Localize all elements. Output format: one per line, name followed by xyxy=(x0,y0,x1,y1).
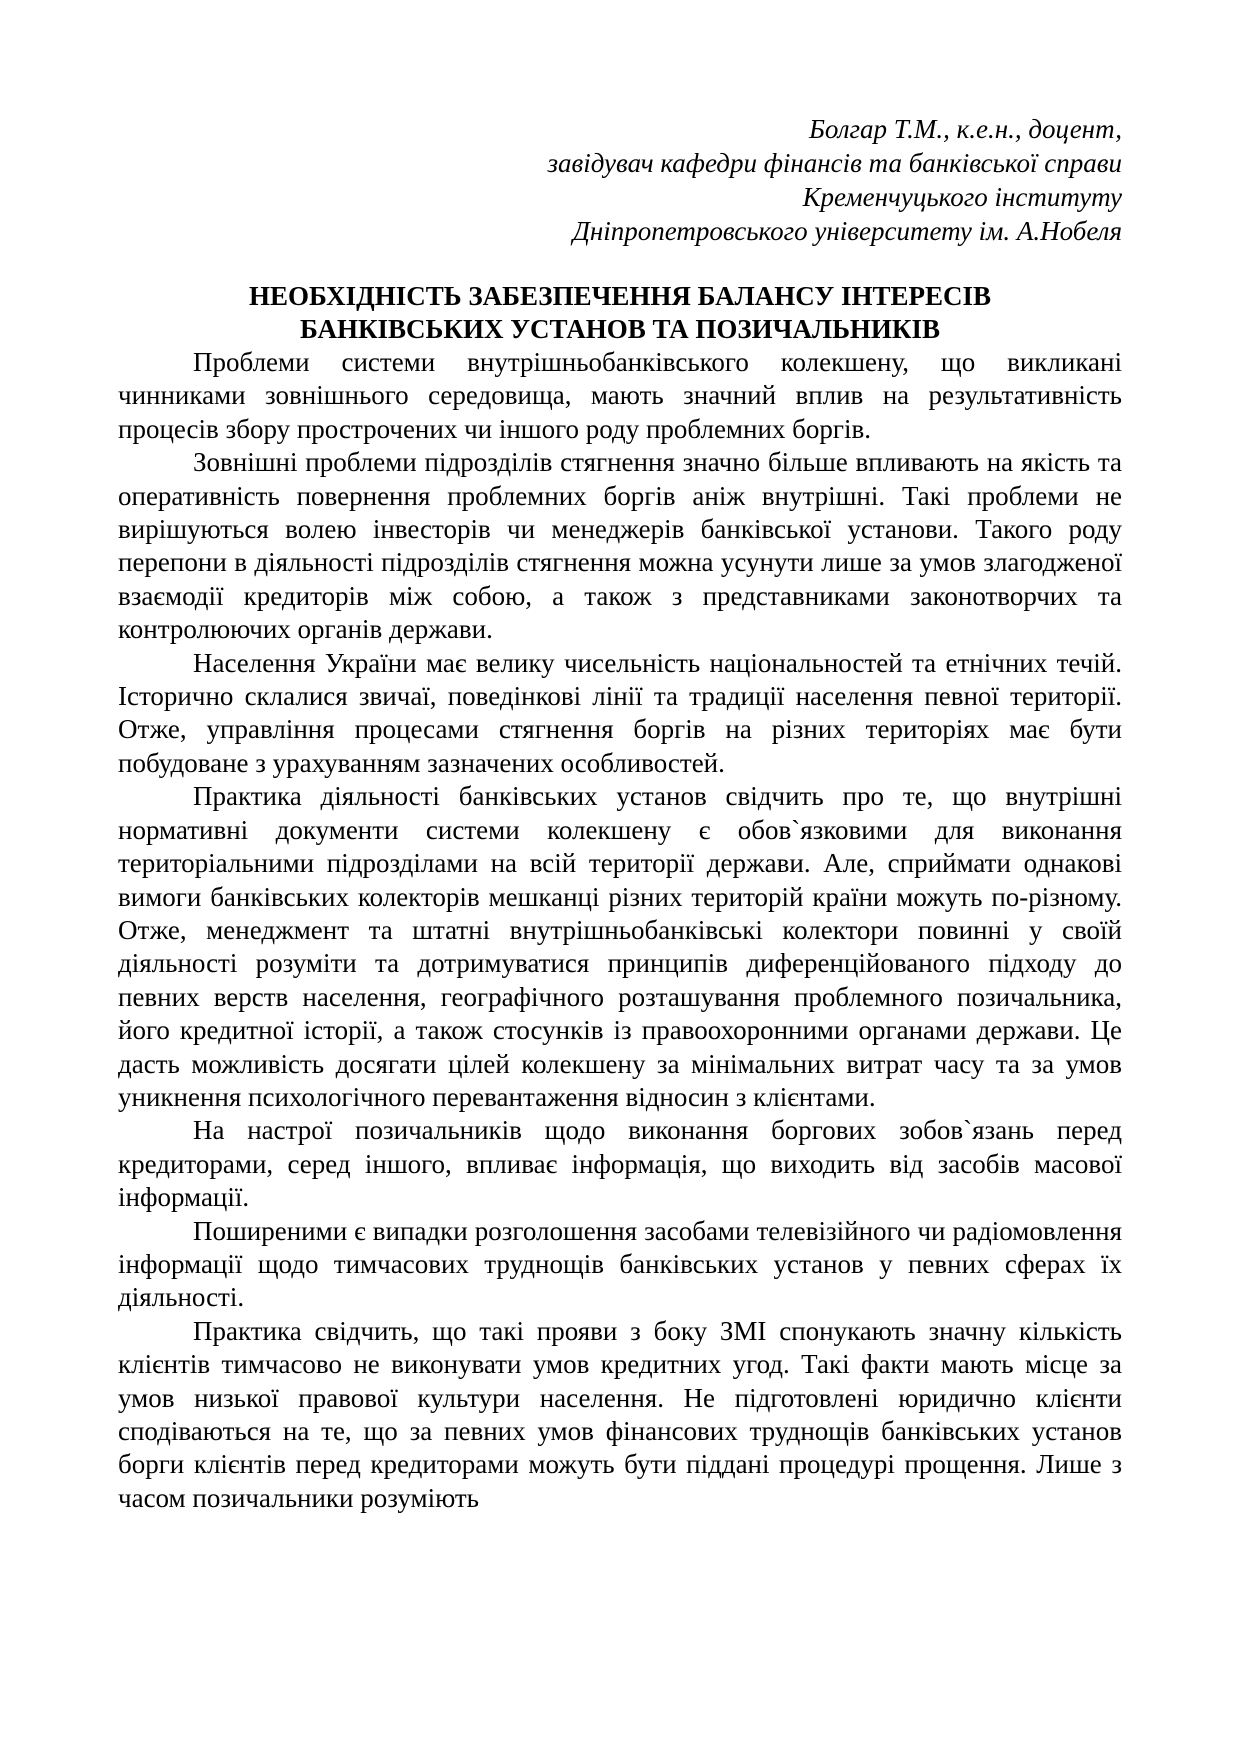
paragraph: Населення України має велику чисельність національностей та етнічних течій. Історично склалися звичаї, поведінкові лінії та традиції населення певної території. Отже, управління процесами стягнення боргів на різних територіях має бути побудоване з урахуванням зазначених особливостей. xyxy=(118,647,1122,778)
article-body xyxy=(118,346,1122,1515)
paragraph: На настрої позичальників щодо виконання боргових зобов`язань перед кредиторами, серед іншого, впливає інформація, що виходить від засобів масової інформації. xyxy=(118,1115,1122,1213)
title-line-1: НЕОБХІДНІСТЬ ЗАБЕЗПЕЧЕННЯ БАЛАНСУ ІНТЕРЕСІВ xyxy=(248,281,992,311)
paragraph: Поширеними є випадки розголошення засобами телевізійного чи радіомовлення інформації щодо тимчасових труднощів банківських установ у певних сферах їх діяльності. xyxy=(118,1215,1122,1313)
article-title xyxy=(118,280,1122,346)
title-line-2: БАНКІВСЬКИХ УСТАНОВ ТА ПОЗИЧАЛЬНИКІВ xyxy=(299,314,941,344)
author-name-line: Болгар Т.М., к.е.н., доцент, xyxy=(808,114,1122,144)
paragraph: Зовнішні проблеми підрозділів стягнення значно більше впливають на якість та оперативність повернення проблемних боргів аніж внутрішні. Такі проблеми не вирішуються волею інвесторів чи менеджерів банківської установи. Такого роду перепони в діяльності підрозділів стягнення можна усунути лише за умов злагодженої взаємодії кредиторів між собою, а також з представниками законотворчих та контролюючих органів держави. xyxy=(118,447,1122,645)
author-block xyxy=(118,112,1122,248)
paragraph: Проблеми системи внутрішньобанківського колекшену, що викликані чинниками зовнішнього середовища, мають значний вплив на результативність процесів збору прострочених чи іншого роду проблемних боргів. xyxy=(118,347,1122,444)
document-page xyxy=(118,112,1122,1515)
paragraph: Практика свідчить, що такі прояви з боку ЗМІ спонукають значну кількість клієнтів тимчасово не виконувати умов кредитних угод. Такі факти мають місце за умов низької правової культури населення. Не підготовлені юридично клієнти сподіваються на те, що за певних умов фінансових труднощів банківських установ борги клієнтів перед кредиторами можуть бути піддані процедурі прощення. Лише з часом позичальники розуміють xyxy=(118,1315,1122,1513)
paragraph: Практика діяльності банківських установ свідчить про те, що внутрішні нормативні документи системи колекшену є обов`язковими для виконання територіальними підрозділами на всій території держави. Але, сприймати однакові вимоги банківських колекторів мешканці різних територій країни можуть по-різному. Отже, менеджмент та штатні внутрішньобанківські колектори повинні у своїй діяльності розуміти та дотримуватися принципів диференційованого підходу до певних верств населення, географічного розташування проблемного позичальника, його кредитної історії, а також стосунків із правоохоронними органами держави. Це дасть можливість досягати цілей колекшену за мінімальних витрат часу та за умов уникнення психологічного перевантаження відносин з клієнтами. xyxy=(118,781,1122,1112)
author-position-line: завідувач кафедри фінансів та банківської справи xyxy=(547,148,1122,178)
author-university-line: Дніпропетровського університету ім. А.Нобеля xyxy=(572,216,1122,246)
author-institute-line: Кременчуцького інституту xyxy=(802,182,1122,212)
